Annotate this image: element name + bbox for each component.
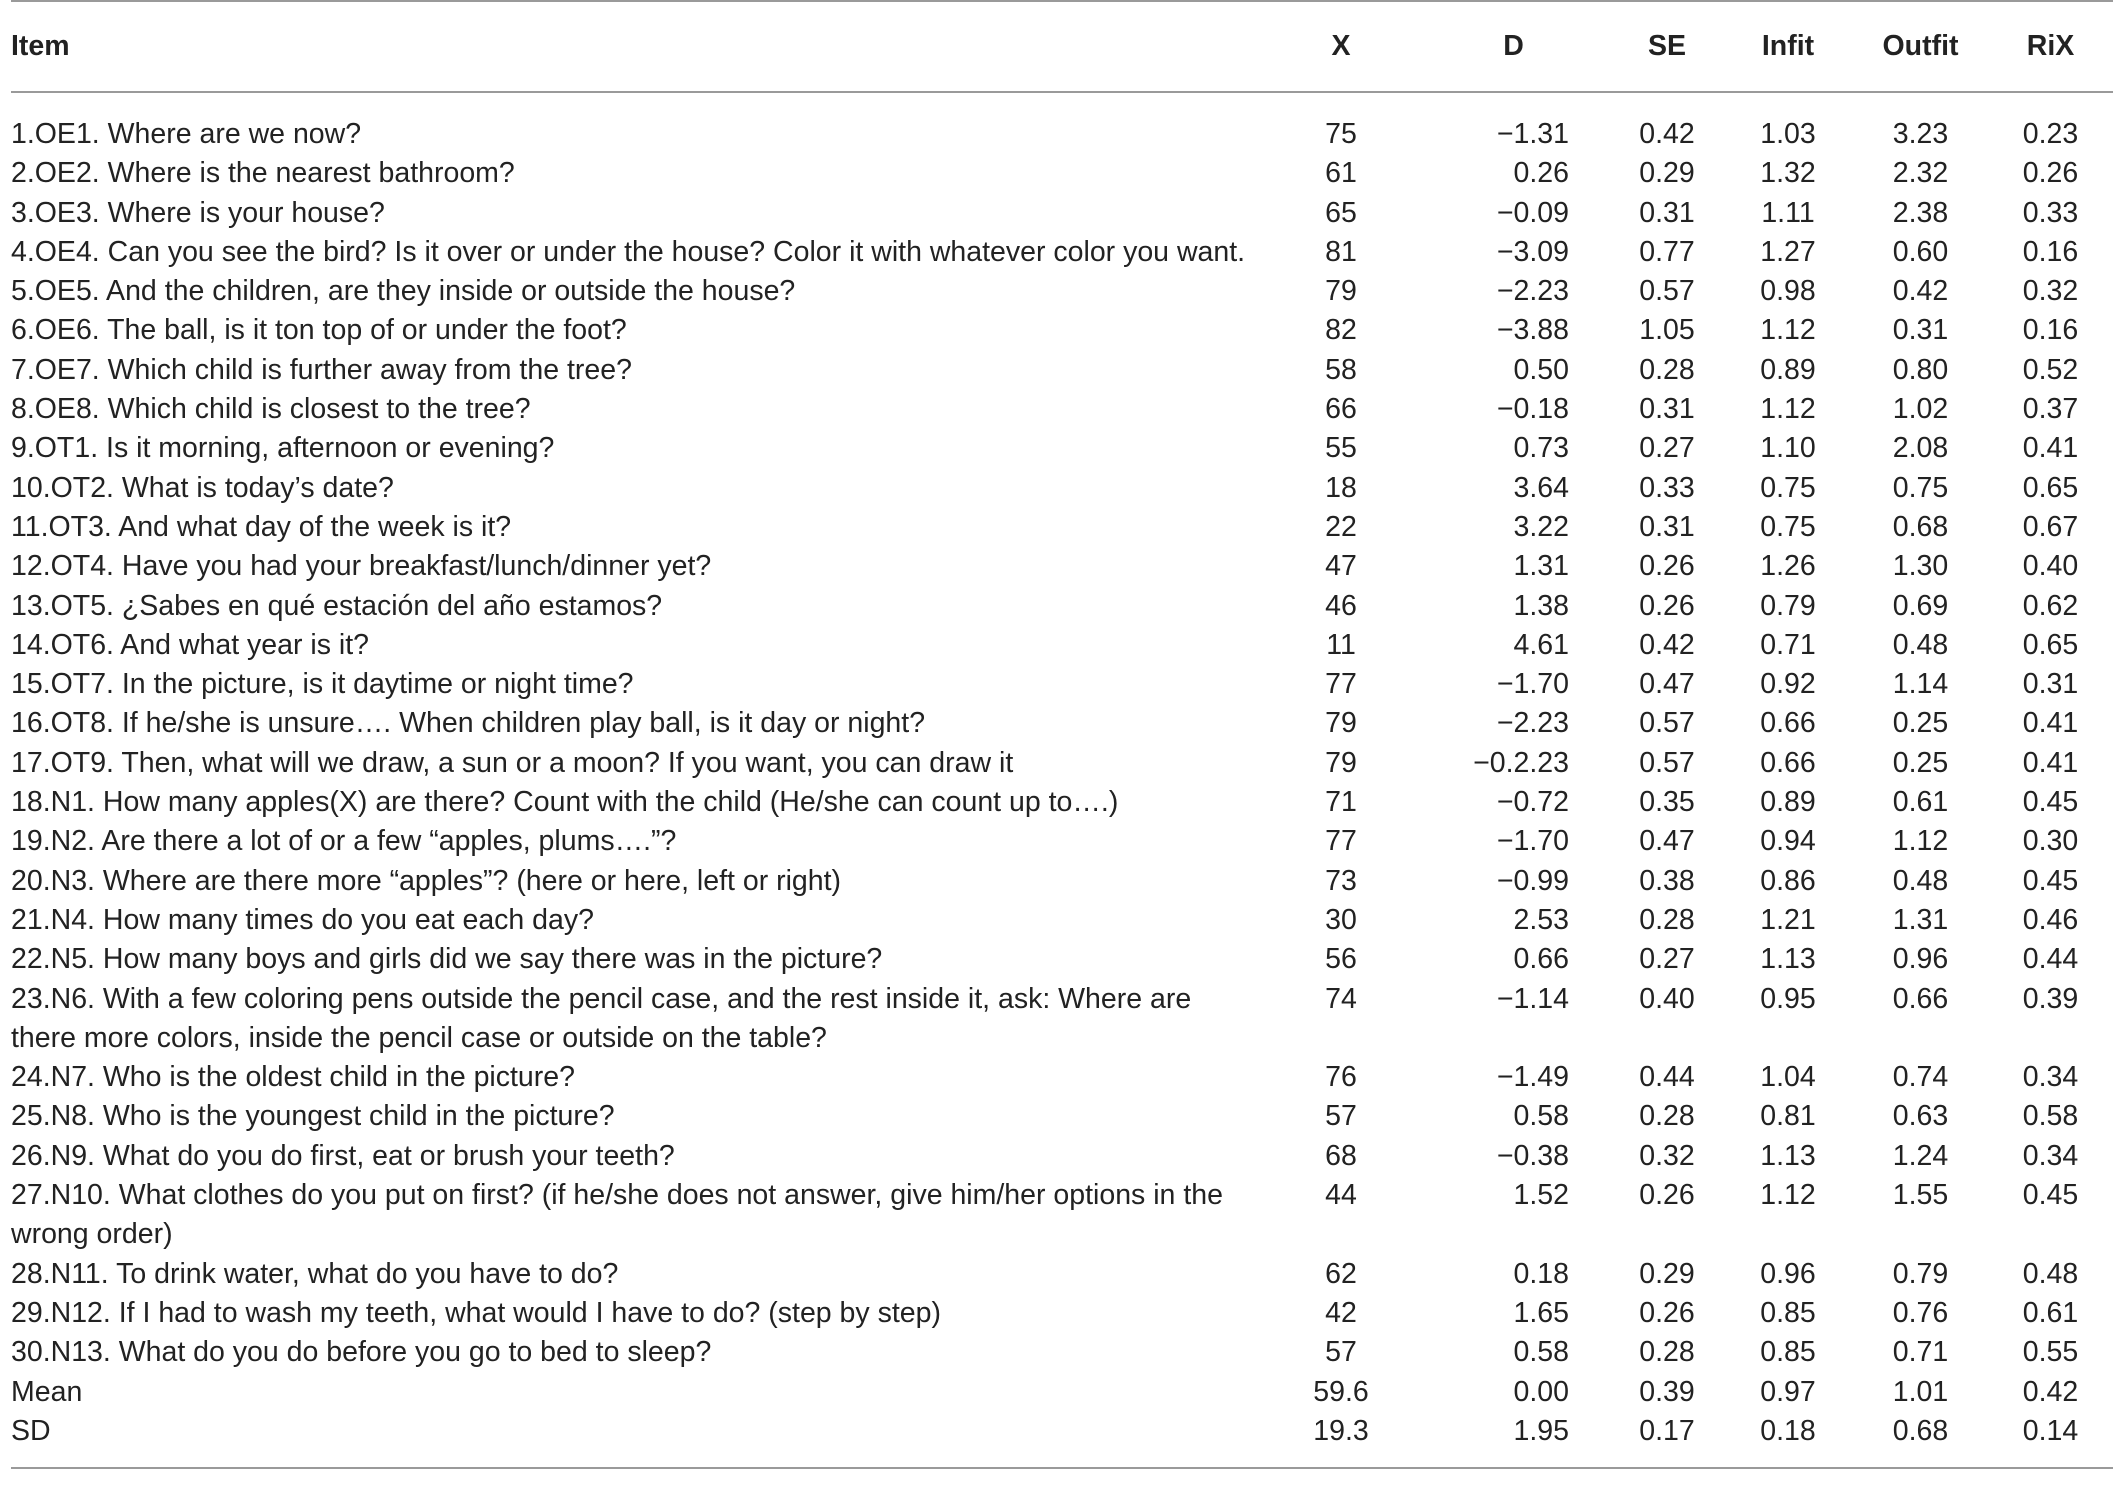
column-header-d: D	[1416, 1, 1611, 92]
cell-x: 68	[1325, 1139, 1357, 1172]
table-row	[11, 980, 2113, 1059]
cell-x: 61	[1325, 157, 1357, 190]
cell-se: 0.26	[1639, 550, 1695, 583]
cell-d: −2.23	[1496, 275, 1569, 308]
cell-rix: 0.31	[2022, 668, 2079, 701]
cell-item: 16.OT8. If he/she is unsure…. When children play ball, is it day or night?	[11, 707, 926, 740]
cell-outfit: 0.80	[1892, 353, 1949, 386]
cell-infit: 0.89	[1760, 353, 1816, 386]
cell-se: 0.32	[1639, 1139, 1695, 1172]
table-row	[11, 744, 2113, 783]
cell-se: 0.29	[1639, 157, 1695, 190]
cell-outfit: 0.75	[1892, 471, 1949, 504]
cell-se: 0.77	[1639, 235, 1695, 268]
cell-d: 1.95	[1416, 1412, 1611, 1468]
cell-se: 0.47	[1639, 825, 1695, 858]
cell-d: −3.88	[1496, 314, 1569, 347]
cell-infit: 0.71	[1760, 628, 1816, 661]
cell-se: 0.33	[1639, 471, 1695, 504]
table-row	[11, 1176, 2113, 1255]
table-row	[11, 940, 2113, 979]
table-row	[11, 587, 2113, 626]
cell-se: 0.42	[1639, 628, 1695, 661]
table-row	[11, 154, 2113, 193]
cell-x: 57	[1325, 1336, 1357, 1369]
cell-d: 0.00	[1513, 1375, 1569, 1408]
cell-x: 18	[1325, 471, 1357, 504]
cell-d: 3.64	[1513, 471, 1569, 504]
cell-item: 4.OE4. Can you see the bird? Is it over or under the house? Color it with whatever color you want.	[11, 235, 1246, 268]
table-row	[11, 469, 2113, 508]
cell-rix: 0.65	[2022, 471, 2079, 504]
cell-item: 3.OE3. Where is your house?	[11, 196, 385, 229]
cell-rix: 0.67	[2022, 510, 2079, 543]
cell-outfit: 0.71	[1892, 1336, 1949, 1369]
cell-se: 0.27	[1639, 432, 1695, 465]
cell-infit: 1.26	[1760, 550, 1816, 583]
cell-outfit: 1.30	[1892, 550, 1949, 583]
cell-se: 0.47	[1639, 668, 1695, 701]
table-header	[11, 1, 2113, 92]
cell-rix: 0.14	[1988, 1412, 2113, 1468]
table-row	[11, 665, 2113, 704]
cell-d: 1.38	[1513, 589, 1569, 622]
cell-item: SD	[11, 1412, 1266, 1468]
cell-infit: 1.12	[1760, 314, 1816, 347]
cell-x: 22	[1325, 510, 1357, 543]
cell-se: 0.28	[1639, 353, 1695, 386]
cell-infit: 0.66	[1760, 707, 1816, 740]
cell-se: 0.17	[1611, 1412, 1723, 1468]
cell-outfit: 0.74	[1892, 1061, 1949, 1094]
cell-item: 12.OT4. Have you had your breakfast/lunch/dinner yet?	[11, 550, 712, 583]
cell-d: −0.38	[1496, 1139, 1569, 1172]
cell-infit: 1.04	[1760, 1061, 1816, 1094]
cell-item: 15.OT7. In the picture, is it daytime or night time?	[11, 668, 634, 701]
table-row	[11, 1255, 2113, 1294]
cell-outfit: 1.24	[1892, 1139, 1949, 1172]
cell-d: 0.66	[1513, 943, 1569, 976]
cell-infit: 1.32	[1760, 157, 1816, 190]
cell-infit: 0.81	[1760, 1100, 1816, 1133]
cell-item: 27.N10. What clothes do you put on first? (if he/she does not answer, give him/her options in the wrong order)	[11, 1179, 1223, 1251]
cell-rix: 0.58	[2022, 1100, 2079, 1133]
cell-rix: 0.26	[2022, 157, 2079, 190]
cell-outfit: 1.31	[1892, 903, 1949, 936]
cell-d: 1.52	[1513, 1179, 1569, 1212]
table-row	[11, 1137, 2113, 1176]
column-header-x: X	[1266, 1, 1416, 92]
cell-item: 26.N9. What do you do first, eat or brush your teeth?	[11, 1139, 675, 1172]
cell-x: 82	[1325, 314, 1357, 347]
cell-rix: 0.45	[2022, 786, 2079, 819]
table-row	[11, 547, 2113, 586]
table-row	[11, 1412, 2113, 1468]
table-row	[11, 626, 2113, 665]
cell-d: 2.53	[1513, 903, 1569, 936]
cell-rix: 0.33	[2022, 196, 2079, 229]
cell-infit: 0.86	[1760, 864, 1816, 897]
cell-x: 58	[1325, 353, 1357, 386]
cell-outfit: 0.66	[1892, 982, 1949, 1015]
cell-infit: 0.94	[1760, 825, 1816, 858]
cell-x: 44	[1325, 1179, 1357, 1212]
cell-d: 4.61	[1513, 628, 1569, 661]
cell-rix: 0.45	[2022, 864, 2079, 897]
cell-d: −0.99	[1496, 864, 1569, 897]
cell-infit: 0.89	[1760, 786, 1816, 819]
cell-rix: 0.42	[2022, 1375, 2079, 1408]
cell-se: 1.05	[1639, 314, 1695, 347]
table-row	[11, 508, 2113, 547]
cell-rix: 0.55	[2022, 1336, 2079, 1369]
cell-item: 7.OE7. Which child is further away from the tree?	[11, 353, 632, 386]
cell-item: 1.OE1. Where are we now?	[11, 118, 362, 150]
cell-outfit: 0.63	[1892, 1100, 1949, 1133]
cell-infit: 1.21	[1760, 903, 1816, 936]
cell-x: 76	[1325, 1061, 1357, 1094]
cell-outfit: 0.61	[1892, 786, 1949, 819]
cell-d: −1.14	[1496, 982, 1569, 1015]
cell-d: −1.70	[1496, 668, 1569, 701]
cell-item: 11.OT3. And what day of the week is it?	[11, 510, 512, 543]
cell-outfit: 0.48	[1892, 628, 1949, 661]
cell-d: 0.58	[1513, 1336, 1569, 1369]
cell-se: 0.38	[1639, 864, 1695, 897]
cell-x: 77	[1325, 825, 1357, 858]
cell-x: 46	[1325, 589, 1357, 622]
cell-d: −0.72	[1496, 786, 1569, 819]
cell-outfit: 0.25	[1892, 707, 1949, 740]
cell-rix: 0.44	[2022, 943, 2079, 976]
cell-se: 0.57	[1639, 275, 1695, 308]
cell-outfit: 2.32	[1892, 157, 1949, 190]
cell-outfit: 2.38	[1892, 196, 1949, 229]
table-row	[11, 311, 2113, 350]
table-row	[11, 272, 2113, 311]
cell-se: 0.28	[1639, 903, 1695, 936]
cell-x: 11	[1326, 628, 1356, 661]
cell-x: 59.6	[1313, 1375, 1369, 1408]
cell-rix: 0.48	[2022, 1257, 2079, 1290]
table-row	[11, 1097, 2113, 1136]
cell-item: 29.N12. If I had to wash my teeth, what would I have to do? (step by step)	[11, 1296, 941, 1329]
cell-infit: 0.75	[1760, 471, 1816, 504]
cell-infit: 0.85	[1760, 1296, 1816, 1329]
cell-x: 77	[1325, 668, 1357, 701]
cell-se: 0.39	[1639, 1375, 1695, 1408]
cell-item: 28.N11. To drink water, what do you have to do?	[11, 1257, 619, 1290]
table-row	[11, 783, 2113, 822]
cell-item: 22.N5. How many boys and girls did we say there was in the picture?	[11, 943, 883, 976]
cell-rix: 0.61	[2022, 1296, 2079, 1329]
cell-rix: 0.41	[2022, 746, 2079, 779]
cell-item: 19.N2. Are there a lot of or a few “apples, plums….”?	[11, 825, 677, 858]
cell-x: 66	[1325, 393, 1357, 426]
cell-outfit: 3.23	[1892, 118, 1949, 150]
cell-rix: 0.30	[2022, 825, 2079, 858]
cell-d: −1.49	[1496, 1061, 1569, 1094]
cell-outfit: 2.08	[1892, 432, 1949, 465]
cell-x: 19.3	[1266, 1412, 1416, 1468]
cell-infit: 1.10	[1760, 432, 1816, 465]
cell-outfit: 0.42	[1892, 275, 1949, 308]
cell-infit: 0.75	[1760, 510, 1816, 543]
cell-outfit: 1.55	[1892, 1179, 1949, 1212]
cell-x: 56	[1325, 943, 1357, 976]
cell-item: 10.OT2. What is today’s date?	[11, 471, 394, 504]
cell-x: 62	[1325, 1257, 1357, 1290]
cell-rix: 0.16	[2022, 314, 2079, 347]
cell-se: 0.57	[1639, 746, 1695, 779]
table-row	[11, 1058, 2113, 1097]
cell-se: 0.29	[1639, 1257, 1695, 1290]
cell-outfit: 0.76	[1892, 1296, 1949, 1329]
cell-x: 55	[1325, 432, 1357, 465]
cell-item: 2.OE2. Where is the nearest bathroom?	[11, 157, 515, 190]
cell-x: 71	[1325, 786, 1357, 819]
cell-d: −1.31	[1496, 118, 1569, 150]
cell-rix: 0.40	[2022, 550, 2079, 583]
cell-se: 0.26	[1639, 1296, 1695, 1329]
cell-x: 75	[1325, 118, 1357, 150]
cell-rix: 0.41	[2022, 432, 2079, 465]
cell-item: 14.OT6. And what year is it?	[11, 628, 370, 661]
cell-x: 79	[1325, 707, 1357, 740]
cell-infit: 1.12	[1760, 393, 1816, 426]
cell-d: −3.09	[1496, 235, 1569, 268]
table-row	[11, 1373, 2113, 1412]
cell-se: 0.31	[1639, 196, 1695, 229]
cell-rix: 0.32	[2022, 275, 2079, 308]
cell-item: Mean	[11, 1375, 83, 1408]
cell-rix: 0.46	[2022, 903, 2079, 936]
cell-outfit: 0.60	[1892, 235, 1949, 268]
cell-se: 0.42	[1639, 118, 1695, 150]
cell-d: 1.31	[1513, 550, 1569, 583]
table-row	[11, 822, 2113, 861]
cell-outfit: 0.69	[1892, 589, 1949, 622]
cell-se: 0.26	[1639, 589, 1695, 622]
table-row	[11, 704, 2113, 743]
cell-rix: 0.39	[2022, 982, 2079, 1015]
cell-se: 0.26	[1639, 1179, 1695, 1212]
cell-rix: 0.34	[2022, 1061, 2079, 1094]
cell-se: 0.57	[1639, 707, 1695, 740]
cell-d: −2.23	[1496, 707, 1569, 740]
cell-infit: 1.13	[1760, 943, 1816, 976]
table-row	[11, 233, 2113, 272]
cell-rix: 0.62	[2022, 589, 2079, 622]
cell-x: 42	[1325, 1296, 1357, 1329]
table-row	[11, 1294, 2113, 1333]
cell-x: 79	[1325, 275, 1357, 308]
cell-outfit: 0.96	[1892, 943, 1949, 976]
cell-outfit: 0.68	[1853, 1412, 1988, 1468]
cell-infit: 1.12	[1760, 1179, 1816, 1212]
cell-se: 0.40	[1639, 982, 1695, 1015]
cell-outfit: 0.31	[1892, 314, 1949, 347]
cell-d: −1.70	[1496, 825, 1569, 858]
cell-item: 17.OT9. Then, what will we draw, a sun or a moon? If you want, you can draw it	[11, 746, 1014, 779]
cell-x: 65	[1325, 196, 1357, 229]
cell-outfit: 1.14	[1892, 668, 1949, 701]
cell-item: 9.OT1. Is it morning, afternoon or evening?	[11, 432, 555, 465]
cell-d: −0.2.23	[1473, 746, 1569, 779]
table-row	[11, 351, 2113, 390]
cell-rix: 0.16	[2022, 235, 2079, 268]
cell-item: 6.OE6. The ball, is it ton top of or under the foot?	[11, 314, 627, 347]
cell-rix: 0.52	[2022, 353, 2079, 386]
cell-item: 8.OE8. Which child is closest to the tree?	[11, 393, 531, 426]
cell-rix: 0.37	[2022, 393, 2079, 426]
cell-item: 20.N3. Where are there more “apples”? (here or here, left or right)	[11, 864, 842, 897]
item-statistics-table	[11, 0, 2113, 1469]
cell-infit: 0.97	[1760, 1375, 1816, 1408]
table-body	[11, 92, 2113, 1468]
cell-infit: 0.98	[1760, 275, 1816, 308]
cell-se: 0.28	[1639, 1100, 1695, 1133]
column-header-outfit: Outfit	[1853, 1, 1988, 92]
cell-infit: 0.85	[1760, 1336, 1816, 1369]
cell-outfit: 0.48	[1892, 864, 1949, 897]
cell-item: 25.N8. Who is the youngest child in the picture?	[11, 1100, 615, 1133]
table-row	[11, 901, 2113, 940]
cell-d: 1.65	[1513, 1296, 1569, 1329]
table-row	[11, 1333, 2113, 1372]
cell-rix: 0.41	[2022, 707, 2079, 740]
cell-se: 0.31	[1639, 393, 1695, 426]
column-header-se: SE	[1611, 1, 1723, 92]
cell-outfit: 0.25	[1892, 746, 1949, 779]
column-header-rix: RiX	[1988, 1, 2113, 92]
cell-item: 23.N6. With a few coloring pens outside the pencil case, and the rest inside it, ask: Where are there more colors, inside the pencil case or outside on the table?	[11, 982, 1192, 1054]
cell-infit: 0.18	[1723, 1412, 1853, 1468]
cell-infit: 0.79	[1760, 589, 1816, 622]
cell-x: 79	[1325, 746, 1357, 779]
cell-d: 0.58	[1513, 1100, 1569, 1133]
cell-x: 30	[1325, 903, 1357, 936]
cell-outfit: 1.01	[1892, 1375, 1949, 1408]
cell-rix: 0.65	[2022, 628, 2079, 661]
cell-rix: 0.45	[2022, 1179, 2079, 1212]
table-row	[11, 390, 2113, 429]
cell-se: 0.28	[1639, 1336, 1695, 1369]
cell-item: 21.N4. How many times do you eat each day?	[11, 903, 594, 936]
cell-item: 13.OT5. ¿Sabes en qué estación del año estamos?	[11, 589, 663, 622]
column-header-infit: Infit	[1723, 1, 1853, 92]
cell-item: 18.N1. How many apples(X) are there? Count with the child (He/she can count up to….)	[11, 786, 1119, 819]
header-row	[11, 1, 2113, 92]
table-row	[11, 194, 2113, 233]
cell-outfit: 1.12	[1892, 825, 1949, 858]
cell-outfit: 1.02	[1892, 393, 1949, 426]
column-header-item: Item	[11, 1, 1266, 92]
cell-se: 0.31	[1639, 510, 1695, 543]
cell-d: 0.26	[1513, 157, 1569, 190]
table-row	[11, 862, 2113, 901]
cell-infit: 1.03	[1760, 118, 1816, 150]
table-row	[11, 429, 2113, 468]
cell-d: −0.18	[1496, 393, 1569, 426]
cell-se: 0.27	[1639, 943, 1695, 976]
cell-d: 0.18	[1513, 1257, 1569, 1290]
cell-infit: 1.13	[1760, 1139, 1816, 1172]
cell-x: 57	[1325, 1100, 1357, 1133]
cell-outfit: 0.68	[1892, 510, 1949, 543]
cell-d: 3.22	[1513, 510, 1569, 543]
cell-rix: 0.34	[2022, 1139, 2079, 1172]
cell-item: 5.OE5. And the children, are they inside or outside the house?	[11, 275, 796, 308]
cell-x: 73	[1325, 864, 1357, 897]
cell-item: 24.N7. Who is the oldest child in the picture?	[11, 1061, 575, 1094]
cell-d: 0.50	[1513, 353, 1569, 386]
cell-x: 74	[1325, 982, 1357, 1015]
cell-se: 0.35	[1639, 786, 1695, 819]
table-row	[11, 92, 2113, 154]
cell-x: 47	[1325, 550, 1357, 583]
cell-infit: 1.27	[1760, 235, 1816, 268]
cell-item: 30.N13. What do you do before you go to bed to sleep?	[11, 1336, 712, 1369]
cell-d: −0.09	[1496, 196, 1569, 229]
cell-rix: 0.23	[2022, 118, 2079, 150]
cell-infit: 0.66	[1760, 746, 1816, 779]
cell-d: 0.73	[1513, 432, 1569, 465]
cell-infit: 0.96	[1760, 1257, 1816, 1290]
cell-infit: 0.95	[1760, 982, 1816, 1015]
cell-infit: 1.11	[1761, 196, 1815, 229]
cell-se: 0.44	[1639, 1061, 1695, 1094]
cell-infit: 0.92	[1760, 668, 1816, 701]
cell-outfit: 0.79	[1892, 1257, 1949, 1290]
cell-x: 81	[1325, 235, 1357, 268]
